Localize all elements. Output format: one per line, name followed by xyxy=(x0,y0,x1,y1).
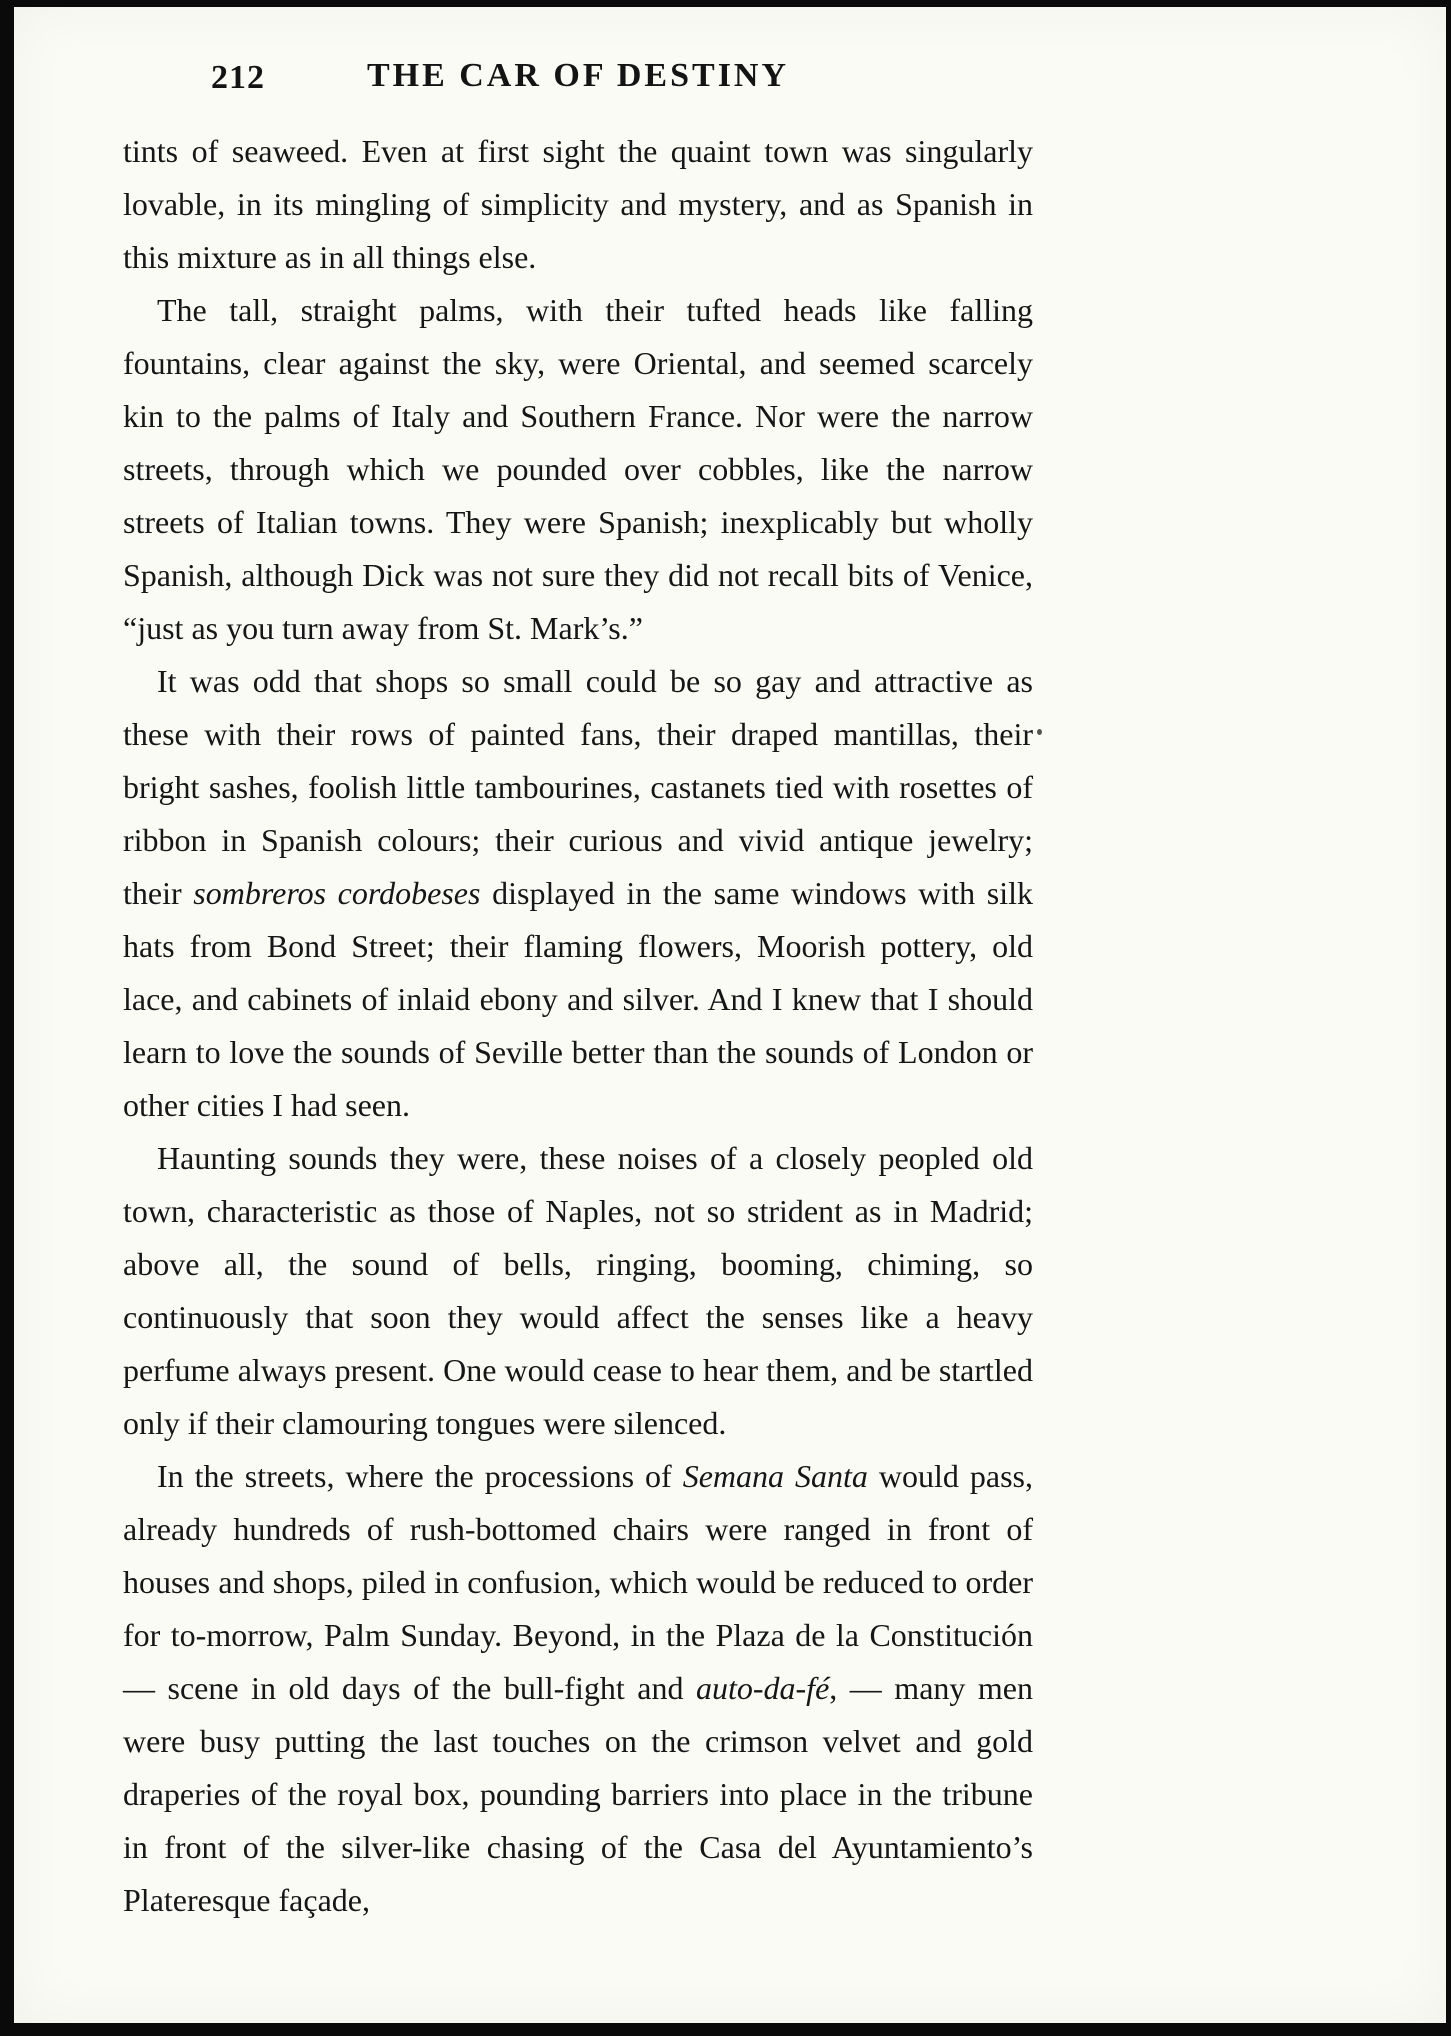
text-run: displayed in the same windows with silk hats from Bond Street; their flaming flowers, Moorish pottery, old lace, and cabinets of inlaid ebony and silver. And I knew that I should learn to love the sounds of Seville better than the sounds of London or other cities I had seen. xyxy=(123,875,1033,1123)
paragraph xyxy=(123,1450,1033,1927)
paragraph xyxy=(123,1132,1033,1450)
scan-artifact xyxy=(1037,729,1042,735)
page-header xyxy=(123,57,1033,103)
book-page xyxy=(14,7,1446,2023)
paragraph xyxy=(123,125,1033,284)
text-run: Haunting sounds they were, these noises of a closely peopled old town, characteristic as those of Naples, not so strident as in Madrid; above all, the sound of bells, ringing, booming, chiming, so continuously that soon they would affect the senses like a heavy perfume always present. One would cease to hear them, and be startled only if their clamouring tongues were silenced. xyxy=(123,1140,1033,1441)
text-run: It was odd that shops so small could be so gay and attractive as these with their rows of painted fans, their draped mantillas, their bright sashes, foolish little tambourines, castanets tied with rosettes of ribbon in Spanish colours; their curious and vivid antique jewelry; their xyxy=(123,663,1033,911)
page-body xyxy=(123,125,1033,1927)
text-run: , — many men were busy putting the last touches on the crimson velvet and gold draperies of the royal box, pounding barriers into place in the tribune in front of the silver-like chasing of the Casa del Ayuntamiento’s Plateresque façade, xyxy=(123,1670,1033,1918)
text-run: The tall, straight palms, with their tufted heads like falling fountains, clear against the sky, were Oriental, and seemed scarcely kin to the palms of Italy and Southern France. Nor were the narrow streets, through which we pounded over cobbles, like the narrow streets of Italian towns. They were Spanish; inexplicably but wholly Spanish, although Dick was not sure they did not recall bits of Venice, “just as you turn away from St. Mark’s.” xyxy=(123,292,1033,646)
paragraph xyxy=(123,655,1033,1132)
text-run: In the streets, where the processions of xyxy=(157,1458,683,1494)
italic-phrase: sombreros cordobeses xyxy=(193,875,481,911)
italic-phrase: Semana Santa xyxy=(682,1458,868,1494)
running-title: THE CAR OF DESTINY xyxy=(366,57,790,94)
paragraph xyxy=(123,284,1033,655)
page-number: 212 xyxy=(211,59,265,96)
text-run: would pass, already hundreds of rush-bottomed chairs were ranged in front of houses and shops, piled in confusion, which would be reduced to order for to-morrow, Palm Sunday. Beyond, in the Plaza de la Constitución — scene in old days of the bull-fight and xyxy=(123,1458,1034,1706)
italic-phrase: auto-da-fé xyxy=(695,1670,830,1706)
text-run: tints of seaweed. Even at first sight the quaint town was singularly lovable, in its mingling of simplicity and mystery, and as Spanish in this mixture as in all things else. xyxy=(123,133,1033,275)
